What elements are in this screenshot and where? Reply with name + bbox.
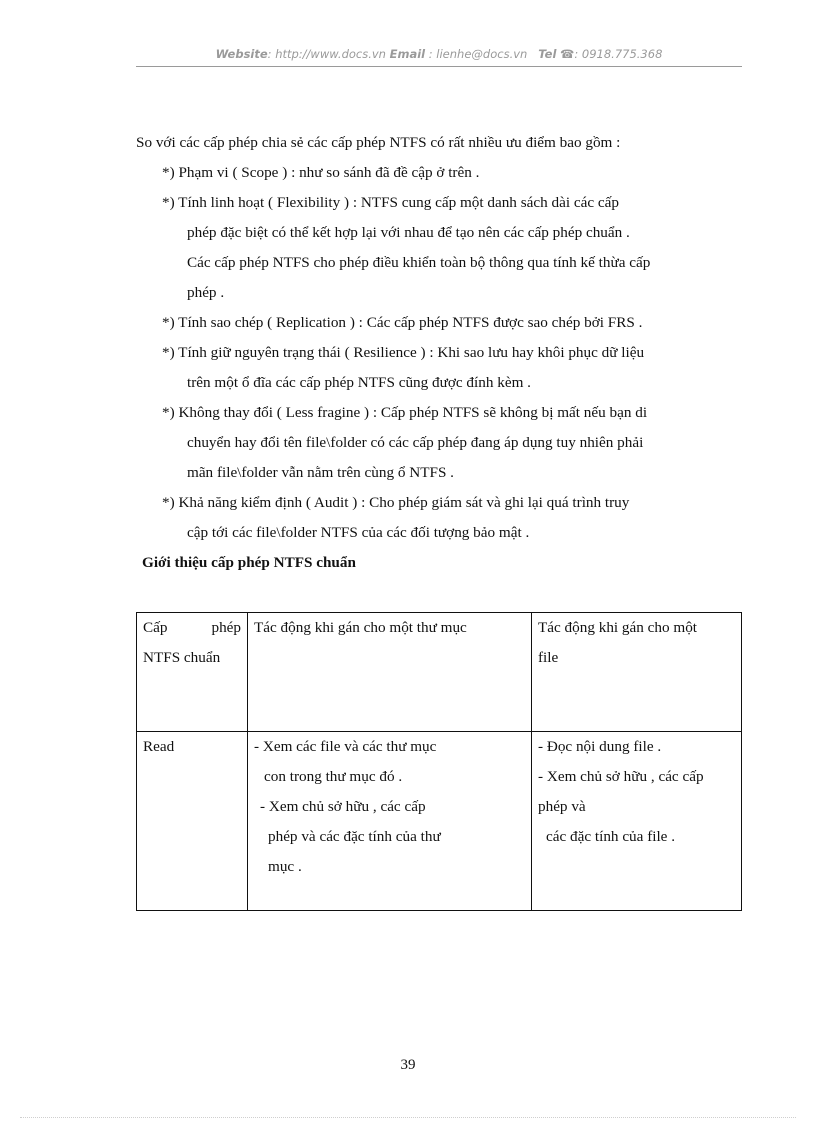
- page-number: 39: [400, 1057, 416, 1073]
- table-header-row: [137, 613, 742, 732]
- section-heading: Giới thiệu cấp phép NTFS chuẩn: [142, 554, 356, 571]
- header-cell-permission: [137, 613, 248, 732]
- bullet-resilience-line1: *) Tính giữ nguyên trạng thái ( Resilience ) : Khi sao lưu hay khôi phục dữ liệu: [162, 344, 645, 361]
- table-row: [137, 732, 742, 911]
- email-label: Email: [389, 47, 426, 61]
- tel-label: Tel: [538, 47, 557, 61]
- ntfs-permissions-table: [136, 612, 742, 911]
- folder-effect-line: - Xem chủ sở hữu , các cấp: [260, 798, 426, 815]
- bullet-flexibility-line2: phép đặc biệt có thể kết hợp lại với nhau để tạo nên các cấp phép chuẩn .: [187, 224, 630, 241]
- permission-name: Read: [143, 738, 175, 755]
- header-cell-permission-line2: NTFS chuẩn: [143, 649, 221, 666]
- bullet-flexibility-line1: *) Tính linh hoạt ( Flexibility ) : NTFS cung cấp một danh sách dài các cấp: [162, 194, 619, 211]
- folder-effect-line: mục .: [268, 858, 302, 875]
- file-effect-line: - Xem chủ sở hữu , các cấp: [538, 768, 704, 785]
- cell-folder-effect: [248, 732, 532, 911]
- bullet-flexibility-line3: Các cấp phép NTFS cho phép điều khiển toàn bộ thông qua tính kế thừa cấp: [187, 254, 651, 271]
- folder-effect-line: con trong thư mục đó .: [264, 768, 403, 785]
- bullet-less-fragine-line2: chuyển hay đổi tên file\folder có các cấp phép đang áp dụng tuy nhiên phải: [187, 434, 644, 451]
- bullet-resilience-line2: trên một ổ đĩa các cấp phép NTFS cũng được đính kèm .: [187, 374, 531, 391]
- page-header: [136, 47, 742, 61]
- phone-icon: ☎: [560, 47, 575, 61]
- header-word-cap: Cấp: [143, 619, 168, 636]
- tel-value: : 0918.775.368: [574, 47, 663, 61]
- file-effect-line: phép và: [538, 798, 586, 815]
- header-file-effect-line1: Tác động khi gán cho một: [538, 619, 698, 636]
- folder-effect-line: phép và các đặc tính của thư: [268, 828, 441, 845]
- header-cell-permission-line1: [143, 613, 241, 643]
- bullet-less-fragine-line1: *) Không thay đổi ( Less fragine ) : Cấp phép NTFS sẽ không bị mất nếu bạn di: [162, 404, 648, 421]
- bullet-scope: *) Phạm vi ( Scope ) : như so sánh đã đề cập ở trên .: [162, 164, 480, 181]
- bullet-less-fragine-line3: mãn file\folder vẫn nằm trên cùng ổ NTFS .: [187, 464, 454, 481]
- bullet-audit-line1: *) Khả năng kiểm định ( Audit ) : Cho phép giám sát và ghi lại quá trình truy: [162, 494, 630, 511]
- website-value: : http://www.docs.vn: [267, 47, 386, 61]
- intro-paragraph: So với các cấp phép chia sẻ các cấp phép NTFS có rất nhiều ưu điểm bao gồm :: [136, 134, 621, 151]
- file-effect-line: các đặc tính của file .: [546, 828, 676, 845]
- file-effect-line: - Đọc nội dung file .: [538, 738, 662, 755]
- header-word-phep: phép: [211, 619, 241, 636]
- header-cell-folder-effect: [248, 613, 532, 732]
- folder-effect-line: - Xem các file và các thư mục: [254, 738, 437, 755]
- header-rule: [136, 66, 742, 67]
- bullet-replication: *) Tính sao chép ( Replication ) : Các cấp phép NTFS được sao chép bởi FRS .: [162, 314, 643, 331]
- email-value: : lienhe@docs.vn: [425, 47, 528, 61]
- header-cell-file-effect: [532, 613, 742, 732]
- cell-permission-read: [137, 732, 248, 911]
- cell-file-effect: [532, 732, 742, 911]
- bullet-flexibility-line4: phép .: [187, 284, 225, 301]
- header-folder-effect-text: Tác động khi gán cho một thư mục: [254, 619, 467, 636]
- page-bottom-rule: [20, 1117, 796, 1118]
- bullet-audit-line2: cập tới các file\folder NTFS của các đối tượng bảo mật .: [187, 524, 530, 541]
- header-file-effect-line2: file: [538, 649, 559, 666]
- website-label: Website: [215, 47, 268, 61]
